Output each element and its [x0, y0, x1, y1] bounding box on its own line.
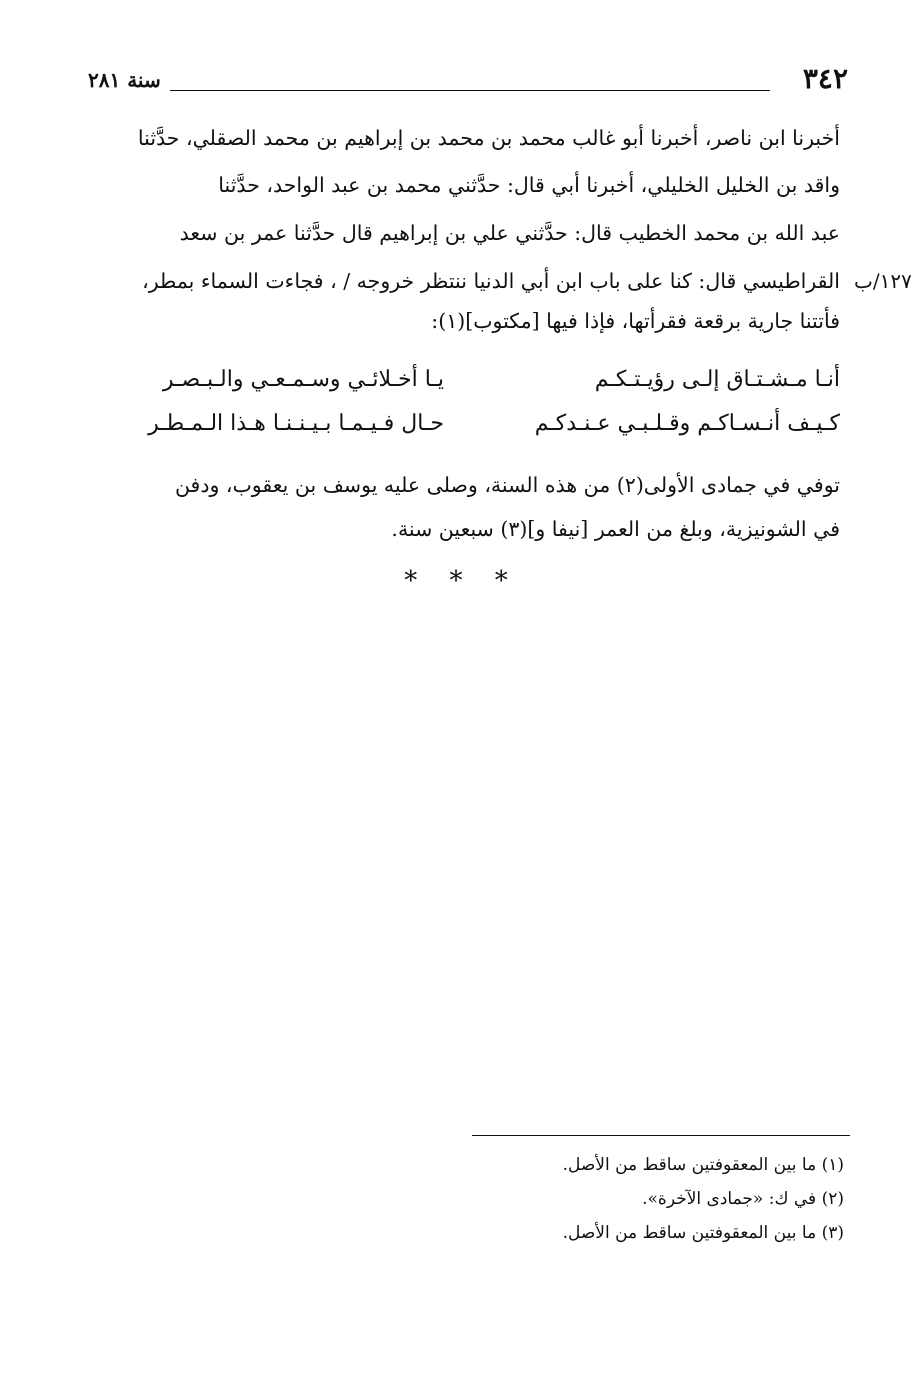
- body-line: فأتتنا جارية برقعة فقرأتها، فإذا فيها [مكتوب](١):: [431, 309, 840, 333]
- body-line: القراطيسي قال: كنا على باب ابن أبي الدنيا ننتظر خروجه / ، فجاءت السماء بمطر،: [142, 269, 840, 293]
- closing-line: توفي في جمادى الأولى(٢) من هذه السنة، وصلى عليه يوسف بن يعقوب، ودفن: [174, 473, 840, 497]
- section-separator: * * *: [404, 566, 520, 596]
- manuscript-folio-note: ١٢٧/ب: [854, 269, 912, 293]
- verse-second-hemistich: حـال فـيـمـا بـيـنـنـا هـذا الـمـطـر: [148, 411, 444, 436]
- body-line: أخبرنا ابن ناصر، أخبرنا أبو غالب محمد بن محمد بن إبراهيم بن محمد الصقلي، حدَّثنا: [137, 126, 840, 150]
- footnote: (٣) ما بين المعقوفتين ساقط من الأصل.: [562, 1223, 844, 1243]
- footnote: (٢) في ك: «جمادى الآخرة».: [642, 1189, 844, 1209]
- page-number: ٣٤٢: [802, 62, 848, 95]
- footnote: (١) ما بين المعقوفتين ساقط من الأصل.: [562, 1155, 844, 1175]
- verse-row: [94, 362, 840, 398]
- body-line: واقد بن الخليل الخليلي، أخبرنا أبي قال: حدَّثني محمد بن عبد الواحد، حدَّثنا: [218, 173, 840, 197]
- page-header: [88, 62, 848, 102]
- year-label: سنة ٢٨١: [88, 68, 161, 92]
- verse-first-hemistich: كـيـف أنـسـاكـم وقـلـبـي عـنـدكـم: [534, 411, 840, 436]
- verse-second-hemistich: يـا أخـلائـي وسـمـعـي والـبـصـر: [162, 367, 444, 392]
- body-line: عبد الله بن محمد الخطيب قال: حدَّثني علي بن إبراهيم قال حدَّثنا عمر بن سعد: [179, 221, 840, 245]
- verse-first-hemistich: أنـا مـشـتـاق إلـى رؤيـتـكـم: [594, 367, 840, 392]
- header-rule: [170, 90, 770, 91]
- footnote-rule: [472, 1135, 850, 1136]
- verse-row: [94, 406, 840, 442]
- closing-line: في الشونيزية، وبلغ من العمر [نيفا و](٣) سبعين سنة.: [391, 517, 840, 541]
